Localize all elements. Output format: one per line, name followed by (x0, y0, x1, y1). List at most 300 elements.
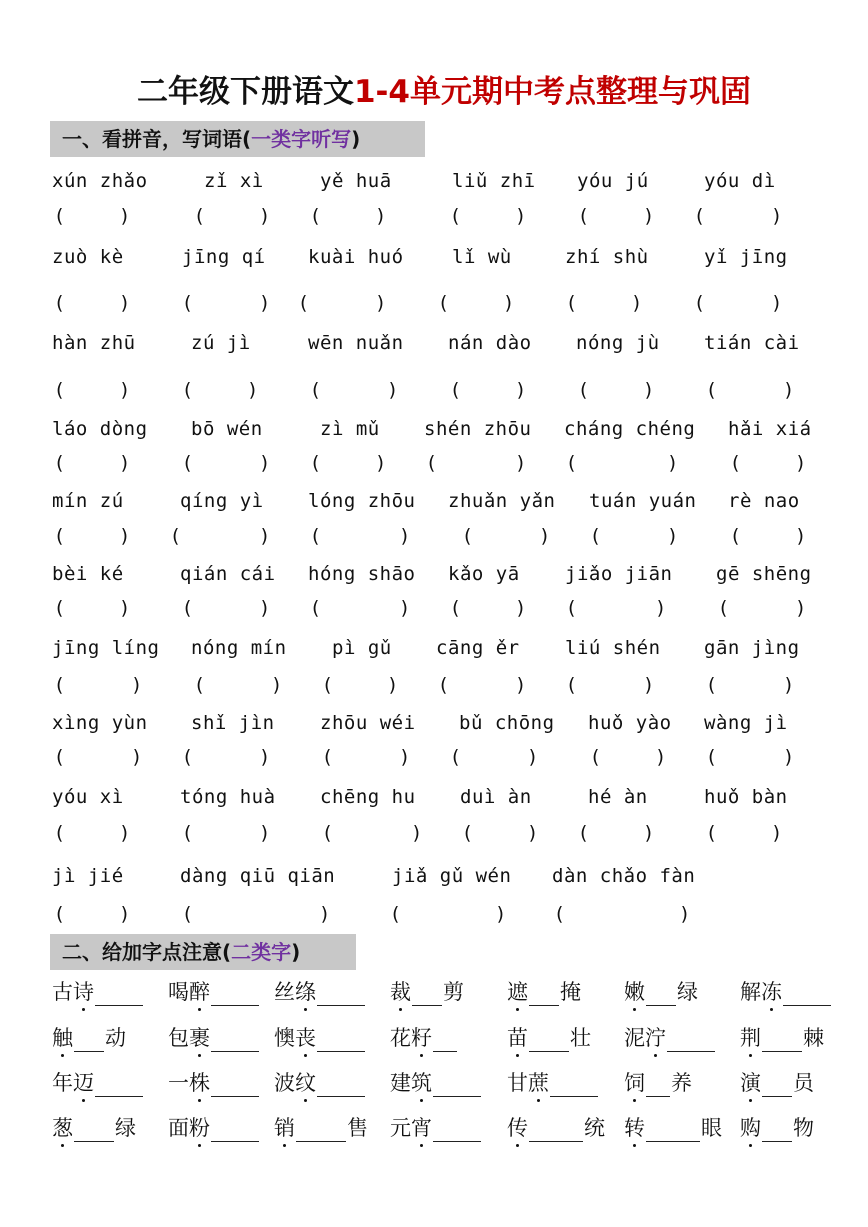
pinyin-item: zhí shù (565, 246, 649, 268)
paren-open: ( (324, 822, 332, 844)
answer-blank[interactable] (324, 674, 396, 696)
answer-blank[interactable] (56, 746, 140, 768)
pinyin-item: qián cái (180, 563, 276, 585)
word-text-end: 绿 (115, 1116, 136, 1140)
answer-blank[interactable] (568, 674, 652, 696)
pinyin-item: yóu jú (577, 170, 649, 192)
word-text: 喝醉 (168, 976, 210, 1006)
pinyin-item: bǔ chōng (459, 712, 555, 734)
pinyin-item: qíng yì (180, 490, 264, 512)
word-text-end: 棘 (803, 1026, 824, 1050)
dotted-word (740, 1112, 814, 1142)
pinyin-blank[interactable] (762, 1119, 792, 1142)
pinyin-item: láo dòng (52, 418, 148, 440)
page-title (0, 66, 868, 111)
word-text-end: 员 (793, 1071, 814, 1095)
paren-close: ) (680, 903, 688, 925)
pinyin-blank[interactable] (412, 983, 442, 1006)
answer-blank[interactable] (56, 597, 128, 619)
answer-blank[interactable] (300, 292, 384, 314)
word-text: 懊丧 (274, 1022, 316, 1052)
paren-open: ( (440, 674, 448, 696)
pinyin-blank[interactable] (433, 1029, 457, 1052)
dotted-word (390, 976, 464, 1006)
word-text: 荆 (740, 1022, 761, 1052)
paren-open: ( (56, 746, 64, 768)
pinyin-blank[interactable] (529, 1029, 569, 1052)
paren-close: ) (772, 205, 780, 227)
paren-close: ) (516, 452, 524, 474)
answer-blank[interactable] (56, 452, 128, 474)
paren-open: ( (580, 379, 588, 401)
section-1-heading-close: ) (351, 127, 361, 151)
answer-blank[interactable] (720, 597, 804, 619)
answer-blank[interactable] (184, 903, 328, 925)
paren-close: ) (132, 746, 140, 768)
word-text-end: 眼 (701, 1116, 722, 1140)
pinyin-blank[interactable] (211, 1074, 259, 1097)
pinyin-item: nóng mín (191, 637, 287, 659)
answer-blank[interactable] (56, 379, 128, 401)
section-2-heading-main: 二、给加字点注意( (62, 940, 232, 964)
paren-open: ( (324, 674, 332, 696)
paren-close: ) (120, 379, 128, 401)
paren-open: ( (56, 379, 64, 401)
pinyin-item: hàn zhū (52, 332, 136, 354)
pinyin-blank[interactable] (211, 1119, 259, 1142)
answer-blank[interactable] (592, 746, 664, 768)
paren-close: ) (656, 746, 664, 768)
word-text: 葱 (52, 1112, 73, 1142)
paren-close: ) (260, 746, 268, 768)
answer-blank[interactable] (184, 597, 268, 619)
answer-blank[interactable] (56, 525, 128, 547)
paren-open: ( (312, 525, 320, 547)
pinyin-blank[interactable] (529, 1119, 583, 1142)
word-text: 甘蔗 (507, 1067, 549, 1097)
paren-open: ( (184, 597, 192, 619)
word-text-end: 物 (793, 1116, 814, 1140)
paren-close: ) (260, 292, 268, 314)
pinyin-blank[interactable] (646, 1074, 670, 1097)
paren-open: ( (592, 746, 600, 768)
pinyin-item: lóng zhōu (308, 490, 416, 512)
section-2-heading (50, 934, 356, 970)
answer-blank[interactable] (732, 452, 804, 474)
paren-open: ( (452, 597, 460, 619)
pinyin-blank[interactable] (646, 983, 676, 1006)
paren-close: ) (496, 903, 504, 925)
paren-close: ) (132, 674, 140, 696)
pinyin-item: huǒ yào (588, 712, 672, 734)
paren-close: ) (796, 525, 804, 547)
word-text: 古诗 (52, 976, 94, 1006)
dotted-word (507, 1022, 591, 1052)
pinyin-item: nóng jù (576, 332, 660, 354)
answer-blank[interactable] (580, 205, 652, 227)
paren-close: ) (120, 597, 128, 619)
pinyin-blank[interactable] (95, 983, 143, 1006)
answer-blank[interactable] (592, 525, 676, 547)
dotted-word (390, 1067, 482, 1097)
pinyin-item: duì àn (460, 786, 532, 808)
pinyin-item: jīng líng (52, 637, 160, 659)
paren-open: ( (312, 597, 320, 619)
paren-close: ) (120, 292, 128, 314)
word-text: 年迈 (52, 1067, 94, 1097)
pinyin-blank[interactable] (211, 1029, 259, 1052)
paren-open: ( (452, 205, 460, 227)
paren-close: ) (260, 205, 268, 227)
section-1-heading (50, 121, 425, 157)
word-text-end: 壮 (570, 1026, 591, 1050)
paren-open: ( (708, 674, 716, 696)
dotted-word (624, 1067, 692, 1097)
paren-open: ( (184, 379, 192, 401)
answer-blank[interactable] (184, 822, 268, 844)
paren-open: ( (184, 292, 192, 314)
paren-close: ) (400, 597, 408, 619)
paren-close: ) (504, 292, 512, 314)
answer-blank[interactable] (392, 903, 504, 925)
title-red: 1-4单元期中考点整理与巩固 (353, 74, 751, 110)
answer-blank[interactable] (580, 379, 652, 401)
pinyin-blank[interactable] (433, 1074, 481, 1097)
paren-open: ( (580, 822, 588, 844)
word-text: 饲 (624, 1067, 645, 1097)
dotted-word (507, 1112, 605, 1142)
pinyin-blank[interactable] (433, 1119, 481, 1142)
paren-close: ) (376, 452, 384, 474)
word-text-end: 掩 (560, 980, 581, 1004)
paren-close: ) (388, 379, 396, 401)
answer-blank[interactable] (556, 903, 688, 925)
word-text: 一株 (168, 1067, 210, 1097)
paren-close: ) (668, 452, 676, 474)
pinyin-blank[interactable] (211, 983, 259, 1006)
pinyin-item: cháng chéng (564, 418, 696, 440)
answer-blank[interactable] (312, 379, 396, 401)
answer-blank[interactable] (440, 674, 524, 696)
paren-close: ) (784, 379, 792, 401)
pinyin-item: wēn nuǎn (308, 332, 404, 354)
answer-blank[interactable] (56, 205, 128, 227)
answer-blank[interactable] (56, 903, 128, 925)
word-text: 触 (52, 1022, 73, 1052)
pinyin-item: gē shēng (716, 563, 812, 585)
pinyin-item: hé àn (588, 786, 648, 808)
dotted-word (740, 976, 832, 1006)
section-1-heading-highlight: 一类字听写 (251, 127, 352, 151)
paren-close: ) (796, 452, 804, 474)
pinyin-item: xìng yùn (52, 712, 148, 734)
dotted-word (624, 976, 698, 1006)
answer-blank[interactable] (708, 674, 792, 696)
paren-close: ) (376, 205, 384, 227)
paren-close: ) (376, 292, 384, 314)
paren-close: ) (248, 379, 256, 401)
paren-close: ) (784, 674, 792, 696)
paren-open: ( (464, 525, 472, 547)
answer-blank[interactable] (56, 822, 128, 844)
answer-blank[interactable] (440, 292, 512, 314)
pinyin-blank[interactable] (667, 1029, 715, 1052)
word-text: 苗 (507, 1022, 528, 1052)
pinyin-blank[interactable] (762, 1029, 802, 1052)
pinyin-item: liú shén (565, 637, 661, 659)
pinyin-item: rè nao (728, 490, 800, 512)
paren-open: ( (324, 746, 332, 768)
paren-close: ) (644, 379, 652, 401)
pinyin-item: jiǎ gǔ wén (392, 865, 512, 887)
answer-blank[interactable] (56, 292, 128, 314)
answer-blank[interactable] (172, 525, 268, 547)
word-text: 包裹 (168, 1022, 210, 1052)
answer-blank[interactable] (184, 746, 268, 768)
dotted-word (52, 1112, 136, 1142)
word-text: 波纹 (274, 1067, 316, 1097)
paren-close: ) (516, 379, 524, 401)
paren-open: ( (300, 292, 308, 314)
paren-open: ( (312, 452, 320, 474)
pinyin-item: shén zhōu (424, 418, 532, 440)
answer-blank[interactable] (312, 452, 384, 474)
paren-close: ) (772, 822, 780, 844)
word-text-end: 统 (584, 1116, 605, 1140)
dotted-word (52, 1022, 126, 1052)
pinyin-blank[interactable] (95, 1074, 143, 1097)
pinyin-blank[interactable] (550, 1074, 598, 1097)
pinyin-blank[interactable] (762, 1074, 792, 1097)
paren-open: ( (428, 452, 436, 474)
pinyin-item: jì jié (52, 865, 124, 887)
answer-blank[interactable] (184, 292, 268, 314)
paren-open: ( (56, 205, 64, 227)
dotted-word (168, 976, 260, 1006)
answer-blank[interactable] (568, 292, 640, 314)
paren-open: ( (172, 525, 180, 547)
paren-open: ( (56, 452, 64, 474)
paren-open: ( (392, 903, 400, 925)
pinyin-item: liǔ zhī (452, 170, 536, 192)
paren-close: ) (260, 452, 268, 474)
paren-open: ( (196, 205, 204, 227)
answer-blank[interactable] (324, 822, 420, 844)
word-text-end: 绿 (677, 980, 698, 1004)
paren-close: ) (400, 525, 408, 547)
paren-open: ( (312, 205, 320, 227)
dotted-word (274, 1112, 368, 1142)
answer-blank[interactable] (312, 525, 408, 547)
paren-open: ( (184, 822, 192, 844)
pinyin-item: kǎo yā (448, 563, 520, 585)
paren-open: ( (556, 903, 564, 925)
pinyin-item: zuò kè (52, 246, 124, 268)
paren-close: ) (528, 822, 536, 844)
pinyin-blank[interactable] (74, 1029, 104, 1052)
paren-open: ( (720, 597, 728, 619)
paren-close: ) (120, 525, 128, 547)
answer-blank[interactable] (312, 597, 408, 619)
section-1-heading-main: 一、看拼音，写词语( (62, 127, 252, 151)
pinyin-item: nán dào (448, 332, 532, 354)
pinyin-blank[interactable] (296, 1119, 346, 1142)
paren-open: ( (568, 452, 576, 474)
paren-close: ) (120, 452, 128, 474)
pinyin-blank[interactable] (317, 983, 365, 1006)
answer-blank[interactable] (464, 525, 548, 547)
paren-close: ) (528, 746, 536, 768)
dotted-word (168, 1112, 260, 1142)
pinyin-item: zǐ xì (204, 170, 264, 192)
section-2-heading-close: ) (291, 940, 301, 964)
answer-blank[interactable] (708, 822, 780, 844)
paren-open: ( (452, 746, 460, 768)
pinyin-item: zì mǔ (320, 418, 380, 440)
answer-blank[interactable] (732, 525, 804, 547)
answer-blank[interactable] (696, 292, 780, 314)
word-text-end: 动 (105, 1026, 126, 1050)
paren-close: ) (784, 746, 792, 768)
answer-blank[interactable] (56, 674, 140, 696)
pinyin-item: tián cài (704, 332, 800, 354)
answer-blank[interactable] (580, 822, 652, 844)
pinyin-blank[interactable] (529, 983, 559, 1006)
paren-close: ) (120, 822, 128, 844)
word-text: 元宵 (390, 1112, 432, 1142)
paren-close: ) (516, 674, 524, 696)
pinyin-item: bèi ké (52, 563, 124, 585)
pinyin-item: yóu dì (704, 170, 776, 192)
answer-blank[interactable] (452, 597, 524, 619)
paren-open: ( (452, 379, 460, 401)
paren-close: ) (656, 597, 664, 619)
answer-blank[interactable] (428, 452, 524, 474)
paren-close: ) (516, 597, 524, 619)
pinyin-blank[interactable] (317, 1029, 365, 1052)
paren-close: ) (320, 903, 328, 925)
title-black: 二年级下册语文 (136, 74, 354, 110)
paren-close: ) (412, 822, 420, 844)
dotted-word (740, 1067, 814, 1097)
paren-open: ( (56, 525, 64, 547)
paren-open: ( (568, 597, 576, 619)
word-text: 购 (740, 1112, 761, 1142)
word-text: 面粉 (168, 1112, 210, 1142)
pinyin-item: hóng shāo (308, 563, 416, 585)
pinyin-item: zhuǎn yǎn (448, 490, 556, 512)
paren-open: ( (580, 205, 588, 227)
paren-open: ( (184, 746, 192, 768)
word-text: 遮 (507, 976, 528, 1006)
pinyin-item: zú jì (191, 332, 251, 354)
pinyin-item: yǐ jīng (704, 246, 788, 268)
answer-blank[interactable] (184, 379, 256, 401)
answer-blank[interactable] (184, 452, 268, 474)
word-text: 花籽 (390, 1022, 432, 1052)
answer-blank[interactable] (568, 597, 664, 619)
dotted-word (274, 1022, 366, 1052)
pinyin-blank[interactable] (317, 1074, 365, 1097)
answer-blank[interactable] (696, 205, 780, 227)
word-text: 解冻 (740, 976, 782, 1006)
paren-open: ( (184, 452, 192, 474)
answer-blank[interactable] (196, 674, 280, 696)
pinyin-blank[interactable] (783, 983, 831, 1006)
word-text: 建筑 (390, 1067, 432, 1097)
paren-open: ( (696, 292, 704, 314)
pinyin-item: cāng ěr (436, 637, 520, 659)
answer-blank[interactable] (312, 205, 384, 227)
answer-blank[interactable] (324, 746, 408, 768)
word-text: 泥泞 (624, 1022, 666, 1052)
dotted-word (274, 1067, 366, 1097)
paren-close: ) (644, 674, 652, 696)
pinyin-item: wàng jì (704, 712, 788, 734)
word-text: 销 (274, 1112, 295, 1142)
paren-close: ) (668, 525, 676, 547)
pinyin-item: bō wén (191, 418, 263, 440)
dotted-word (390, 1022, 458, 1052)
pinyin-blank[interactable] (74, 1119, 114, 1142)
paren-open: ( (184, 903, 192, 925)
dotted-word (168, 1067, 260, 1097)
answer-blank[interactable] (464, 822, 536, 844)
pinyin-item: tuán yuán (589, 490, 697, 512)
section-2-heading-highlight: 二类字 (231, 940, 292, 964)
word-text-end: 售 (347, 1116, 368, 1140)
paren-open: ( (440, 292, 448, 314)
pinyin-item: chēng hu (320, 786, 416, 808)
paren-open: ( (708, 746, 716, 768)
paren-close: ) (796, 597, 804, 619)
dotted-word (52, 1067, 144, 1097)
dotted-word (390, 1112, 482, 1142)
paren-close: ) (272, 674, 280, 696)
paren-open: ( (592, 525, 600, 547)
pinyin-item: gān jìng (704, 637, 800, 659)
paren-close: ) (260, 525, 268, 547)
word-text: 裁 (390, 976, 411, 1006)
paren-close: ) (260, 597, 268, 619)
answer-blank[interactable] (568, 452, 676, 474)
dotted-word (740, 1022, 824, 1052)
dotted-word (52, 976, 144, 1006)
paren-open: ( (464, 822, 472, 844)
dotted-word (624, 1112, 722, 1142)
paren-open: ( (696, 205, 704, 227)
paren-close: ) (120, 903, 128, 925)
pinyin-item: huǒ bàn (704, 786, 788, 808)
answer-blank[interactable] (452, 746, 536, 768)
pinyin-item: yóu xì (52, 786, 124, 808)
paren-close: ) (516, 205, 524, 227)
answer-blank[interactable] (452, 379, 524, 401)
pinyin-item: zhōu wéi (320, 712, 416, 734)
pinyin-item: xún zhǎo (52, 170, 148, 192)
answer-blank[interactable] (708, 379, 792, 401)
pinyin-item: lǐ wù (452, 246, 512, 268)
answer-blank[interactable] (708, 746, 792, 768)
paren-open: ( (732, 452, 740, 474)
answer-blank[interactable] (196, 205, 268, 227)
pinyin-item: hǎi xiá (728, 418, 812, 440)
answer-blank[interactable] (452, 205, 524, 227)
word-text: 转 (624, 1112, 645, 1142)
paren-close: ) (632, 292, 640, 314)
pinyin-blank[interactable] (646, 1119, 700, 1142)
pinyin-item: pì gǔ (332, 637, 392, 659)
